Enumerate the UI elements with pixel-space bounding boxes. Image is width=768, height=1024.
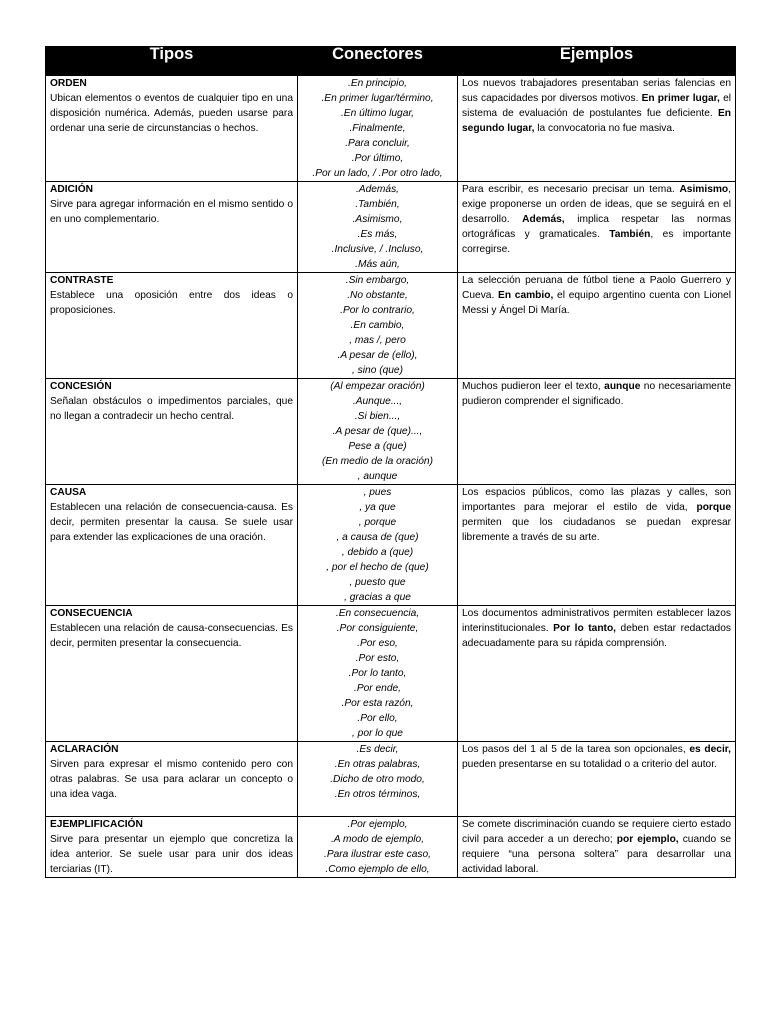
- table-row: [46, 76, 736, 182]
- example-cell: [458, 485, 736, 606]
- connectors-cell: [298, 742, 458, 817]
- connector-item: , sino (que): [352, 365, 403, 376]
- connectors-cell: [298, 379, 458, 485]
- table-row: [46, 742, 736, 817]
- example-connector-highlight: aunque: [604, 381, 641, 392]
- connectors-cell: [298, 817, 458, 878]
- table-row: [46, 606, 736, 742]
- table-row: [46, 817, 736, 878]
- tipo-name: CONCESIÓN: [50, 381, 112, 392]
- connector-item: .Por ejemplo,: [347, 819, 408, 830]
- example-text: pueden presentarse en su totalidad o a criterio del autor.: [462, 759, 717, 770]
- example-text: Los pasos del 1 al 5 de la tarea son opcionales,: [462, 744, 690, 755]
- connector-item: .Por esta razón,: [341, 698, 414, 709]
- table-row: [46, 273, 736, 379]
- connectors-cell: [298, 76, 458, 182]
- example-cell: [458, 606, 736, 742]
- connector-item: , por lo que: [352, 728, 403, 739]
- connector-item: .En primer lugar/término,: [321, 93, 434, 104]
- tipo-description: Sirve para presentar un ejemplo que concretiza la idea anterior. Se suele usar para unir dos ideas terciarias (IT).: [50, 834, 293, 875]
- table-row: [46, 379, 736, 485]
- example-connector-highlight: En primer lugar,: [641, 93, 720, 104]
- example-text: , es importante corregirse.: [462, 229, 731, 255]
- example-text: no necesariamente pudieron comprender el significado.: [462, 381, 732, 407]
- example-connector-highlight: es decir,: [689, 744, 732, 755]
- tipo-description: Establecen una relación de causa-consecuencias. Es decir, permiten presentar la consecuencia.: [50, 623, 293, 649]
- connector-item: , gracias a que: [344, 592, 411, 603]
- connector-item: .Es más,: [357, 229, 398, 240]
- connector-item: .Por ende,: [353, 683, 401, 694]
- connector-item: .En principio,: [348, 78, 407, 89]
- example-text: la convocatoria no fue masiva.: [534, 123, 675, 134]
- connector-item: .Finalmente,: [349, 123, 406, 134]
- connector-item: .Además,: [355, 184, 400, 195]
- connector-item: .Como ejemplo de ello,: [325, 864, 430, 875]
- example-text: Los espacios públicos, como las plazas y calles, son importantes para mejorar el estilo de vida,: [462, 487, 731, 513]
- example-text: Los documentos administrativos permiten establecer lazos interinstitucionales.: [462, 608, 731, 634]
- example-text: Se comete discriminación cuando se requiere cierto estado civil para acceder a un derecho;: [462, 819, 731, 845]
- connector-item: .En otras palabras,: [334, 759, 421, 770]
- table-row: [46, 182, 736, 273]
- table-header-row: [46, 47, 736, 76]
- example-cell: [458, 817, 736, 878]
- connector-item: Pese a (que): [348, 441, 407, 452]
- connector-item: .A pesar de (ello),: [337, 350, 418, 361]
- connector-item: .Aunque...,: [352, 396, 403, 407]
- connector-item: (Al empezar oración): [330, 381, 425, 392]
- connector-item: .Sin embargo,: [345, 275, 410, 286]
- connector-item: , pues: [363, 487, 392, 498]
- example-connector-highlight: También: [609, 229, 651, 240]
- connector-item: , ya que: [359, 502, 396, 513]
- connectors-cell: [298, 485, 458, 606]
- example-text: implica respetar las normas ortográficas y gramaticales.: [462, 214, 732, 240]
- example-connector-highlight: por ejemplo,: [616, 834, 679, 845]
- connector-item: (En medio de la oración): [322, 456, 433, 467]
- tipo-name: ORDEN: [50, 78, 87, 89]
- example-connector-highlight: Asimismo: [679, 184, 729, 195]
- tipo-description: Ubican elementos o eventos de cualquier tipo en una disposición numérica. Además, pueden usarse para ordenar una serie de circunstancias o hechos.: [50, 93, 293, 134]
- example-text: cuando se requiere “una persona soltera” para desarrollar una actividad laboral.: [462, 834, 731, 875]
- tipo-description: Sirve para agregar información en el mismo sentido o en uno complementario.: [50, 199, 293, 225]
- tipo-cell: [46, 817, 298, 878]
- example-connector-highlight: En segundo lugar,: [462, 108, 731, 134]
- connector-item: .A pesar de (que)...,: [332, 426, 423, 437]
- connector-item: .Por ello,: [357, 713, 398, 724]
- example-text: permiten que los ciudadanos se puedan expresar libremente a través de su arte.: [462, 517, 731, 543]
- example-connector-highlight: En cambio,: [498, 290, 554, 301]
- connectors-table: [45, 46, 736, 878]
- tipo-cell: [46, 182, 298, 273]
- connector-item: .Por lo tanto,: [348, 668, 407, 679]
- header-tipos: Tipos: [46, 47, 298, 76]
- example-cell: [458, 76, 736, 182]
- connectors-cell: [298, 273, 458, 379]
- tipo-name: ACLARACIÓN: [50, 744, 119, 755]
- tipo-description: Sirven para expresar el mismo contenido pero con otras palabras. Se usa para aclarar un concepto o una idea vaga.: [50, 759, 293, 800]
- connector-item: .En cambio,: [350, 320, 405, 331]
- header-conectores: Conectores: [298, 47, 458, 76]
- example-text: deben estar redactados adecuadamente para su rápida comprensión.: [462, 623, 731, 649]
- connector-item: , aunque: [357, 471, 398, 482]
- connectors-cell: [298, 606, 458, 742]
- tipo-name: CONTRASTE: [50, 275, 114, 286]
- connector-item: .Por lo contrario,: [340, 305, 415, 316]
- connector-item: .Para concluir,: [345, 138, 410, 149]
- connector-item: .Para ilustrar este caso,: [323, 849, 431, 860]
- connector-item: , por el hecho de (que): [326, 562, 429, 573]
- connectors-cell: [298, 182, 458, 273]
- connector-item: .Más aún,: [355, 259, 400, 270]
- tipo-cell: [46, 76, 298, 182]
- example-text: el equipo argentino cuenta con Lionel Messi y Ángel Di María.: [462, 290, 731, 316]
- example-cell: [458, 742, 736, 817]
- example-connector-highlight: Además,: [522, 214, 565, 225]
- connector-item: , puesto que: [349, 577, 406, 588]
- tipo-cell: [46, 485, 298, 606]
- connector-item: , debido a (que): [341, 547, 414, 558]
- tipo-cell: [46, 273, 298, 379]
- header-ejemplos: Ejemplos: [458, 47, 736, 76]
- connector-item: .En último lugar,: [340, 108, 415, 119]
- connector-item: .Asimismo,: [352, 214, 403, 225]
- connector-item: .En otros términos,: [334, 789, 421, 800]
- example-cell: [458, 379, 736, 485]
- example-text: Los nuevos trabajadores presentaban serias falencias en sus capacidades por diversos motivos.: [462, 78, 731, 104]
- connector-item: .No obstante,: [347, 290, 408, 301]
- tipo-description: Señalan obstáculos o impedimentos parciales, que no llegan a contradecir un hecho central.: [50, 396, 293, 422]
- connector-item: .Por último,: [351, 153, 404, 164]
- example-cell: [458, 273, 736, 379]
- tipo-description: Establece una oposición entre dos ideas o proposiciones.: [50, 290, 293, 316]
- connector-item: .También,: [355, 199, 400, 210]
- tipo-cell: [46, 742, 298, 817]
- connector-item: .Dicho de otro modo,: [330, 774, 425, 785]
- example-text: Muchos pudieron leer el texto,: [462, 381, 605, 392]
- connector-item: .Inclusive, / .Incluso,: [331, 244, 424, 255]
- connector-item: , mas /, pero: [349, 335, 406, 346]
- connector-item: , porque: [358, 517, 397, 528]
- tipo-name: CAUSA: [50, 487, 87, 498]
- tipo-name: EJEMPLIFICACIÓN: [50, 819, 143, 830]
- connector-item: .Por eso,: [357, 638, 398, 649]
- tipo-name: CONSECUENCIA: [50, 608, 133, 619]
- connector-item: .Es decir,: [356, 744, 399, 755]
- example-text: La selección peruana de fútbol tiene a Paolo Guerrero y Cueva.: [462, 275, 731, 301]
- example-text: , exige proponerse un orden de ideas, que se seguirá en el desarrollo.: [462, 184, 731, 225]
- connector-item: .A modo de ejemplo,: [330, 834, 425, 845]
- connector-item: .Por esto,: [355, 653, 400, 664]
- example-text: Para escribir, es necesario precisar un tema.: [462, 184, 680, 195]
- tipo-name: ADICIÓN: [50, 184, 94, 195]
- connector-item: .Por consiguiente,: [336, 623, 419, 634]
- example-cell: [458, 182, 736, 273]
- connector-item: .Si bien...,: [354, 411, 401, 422]
- example-connector-highlight: porque: [696, 502, 731, 513]
- connector-item: , a causa de (que): [336, 532, 419, 543]
- example-text: el sistema de evaluación de postulantes fue deficiente.: [462, 93, 731, 119]
- connector-item: .Por un lado, / .Por otro lado,: [312, 168, 443, 179]
- table-row: [46, 485, 736, 606]
- tipo-cell: [46, 379, 298, 485]
- connector-item: .En consecuencia,: [335, 608, 420, 619]
- tipo-cell: [46, 606, 298, 742]
- example-connector-highlight: Por lo tanto,: [553, 623, 616, 634]
- tipo-description: Establecen una relación de consecuencia-causa. Es decir, permiten presentar la causa. Se suele usar para extender las explicaciones de una oración.: [50, 502, 293, 543]
